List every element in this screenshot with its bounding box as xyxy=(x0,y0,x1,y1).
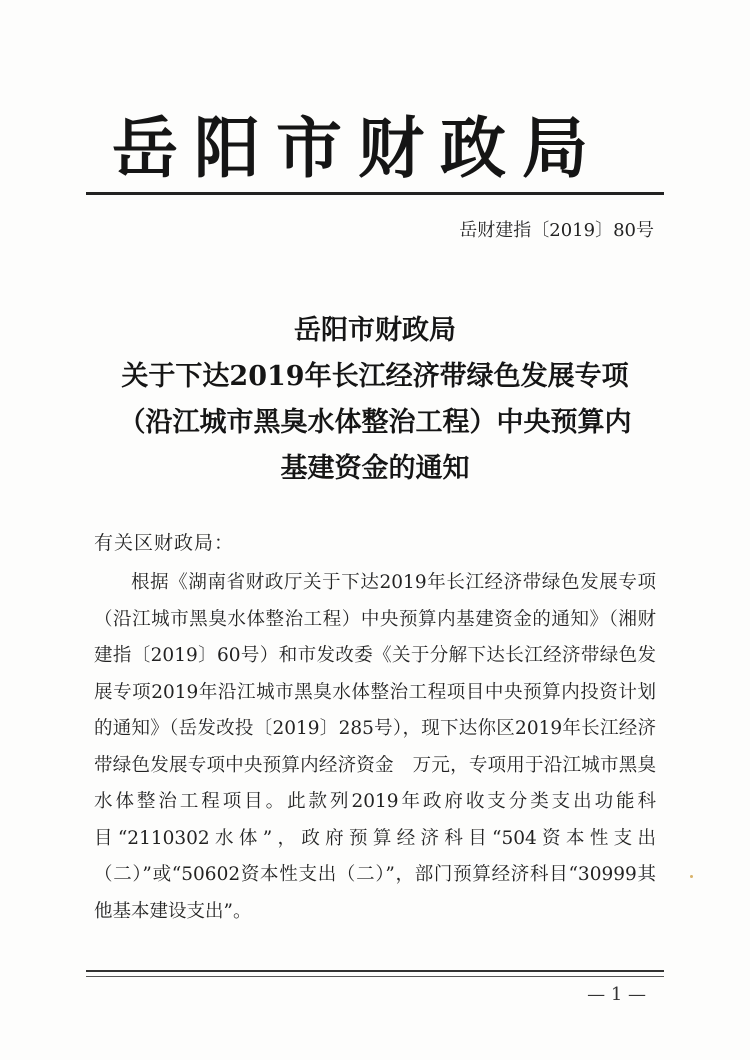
body-text xyxy=(94,565,656,930)
scan-speck xyxy=(690,875,693,878)
page-number: — 1 — xyxy=(587,984,646,1005)
document-number: 岳财建指〔2019〕80号 xyxy=(459,220,654,241)
title-line: 关于下达2019年长江经济带绿色发展专项 xyxy=(121,361,629,392)
footer-divider-thin xyxy=(86,976,664,977)
title-line: 岳阳市财政局 xyxy=(294,315,456,346)
body-paragraph: 根据《湖南省财政厅关于下达2019年长江经济带绿色发展专项（沿江城市黑臭水体整治工程）中央预算内基建资金的通知》（湘财建指〔2019〕60号）和市发改委《关于分解下达长江经济带绿色发展专项2019年沿江城市黑臭水体整治工程项目中央预算内投资计划的通知》（岳发改投〔2019〕285号），现下达你区2019年长江经济带绿色发展专项中央预算内经济资金 万元，专项用于沿江城市黑臭水体整治工程项目。此款列2019年政府收支分类支出功能科目“2110302水体”，政府预算经济科目“504资本性支出（二）”或“50602资本性支出（二）”，部门预算经济科目“30999其他基本建设支出”。 xyxy=(94,572,656,922)
salutation: 有关区财政局： xyxy=(94,532,235,554)
title-line: （沿江城市黑臭水体整治工程）中央预算内 xyxy=(118,407,632,438)
footer-divider xyxy=(86,970,664,972)
header-divider xyxy=(86,192,664,195)
document-title xyxy=(60,308,690,492)
agency-header-title: 岳阳市财政局 xyxy=(112,109,604,187)
title-line: 基建资金的通知 xyxy=(280,453,470,484)
